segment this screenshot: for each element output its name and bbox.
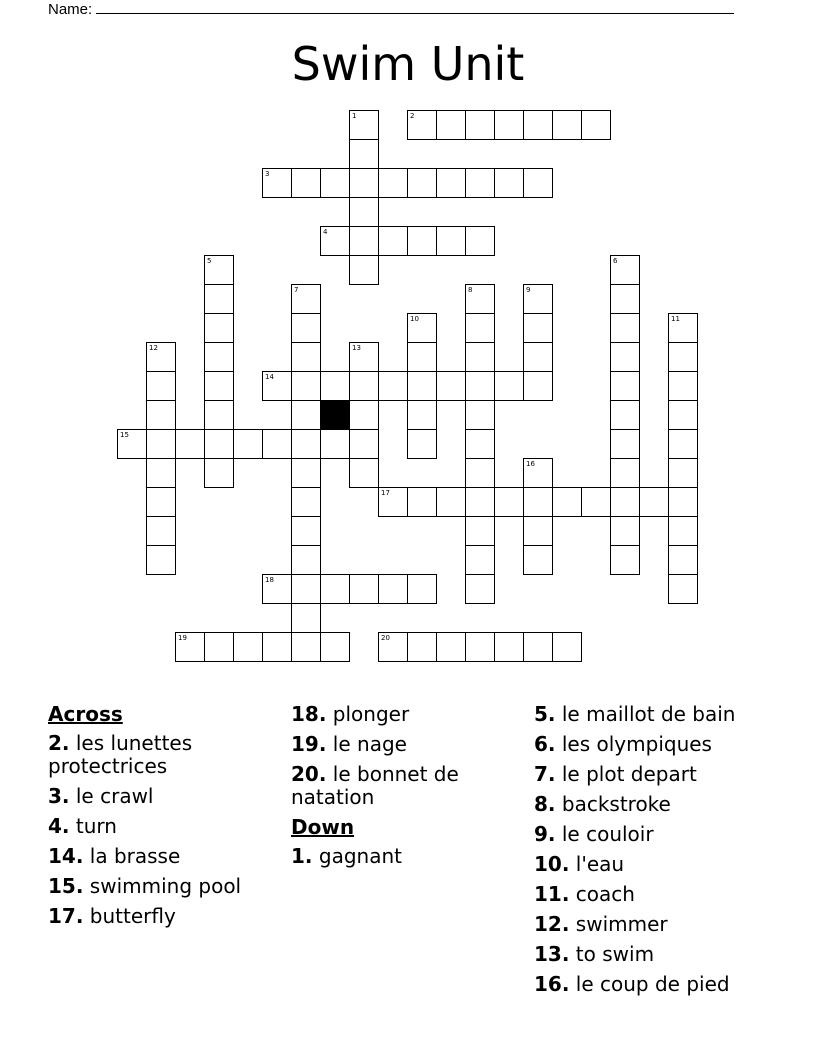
crossword-cell[interactable] bbox=[146, 400, 176, 430]
clue-num: 13. bbox=[534, 942, 570, 966]
clue-num: 6. bbox=[534, 732, 556, 756]
crossword-cell[interactable] bbox=[146, 458, 176, 488]
crossword-cell[interactable] bbox=[349, 168, 379, 198]
clue-item bbox=[48, 905, 283, 928]
crossword-cell[interactable] bbox=[320, 574, 350, 604]
crossword-cell[interactable] bbox=[378, 574, 408, 604]
crossword-cell[interactable] bbox=[465, 342, 495, 372]
crossword-cell[interactable] bbox=[262, 429, 292, 459]
clue-text: gagnant bbox=[318, 844, 402, 868]
crossword-cell[interactable] bbox=[204, 255, 234, 285]
clue-text: swimmer bbox=[575, 912, 668, 936]
crossword-cell[interactable] bbox=[465, 632, 495, 662]
crossword-cell[interactable] bbox=[378, 168, 408, 198]
clue-item bbox=[48, 845, 283, 868]
clue-item bbox=[48, 732, 283, 778]
name-label: Name: bbox=[48, 1, 93, 18]
crossword-cell[interactable] bbox=[465, 371, 495, 401]
crossword-cell[interactable] bbox=[610, 487, 640, 517]
clue-item bbox=[534, 793, 769, 816]
clue-number: 16 bbox=[526, 460, 535, 468]
clue-num: 4. bbox=[48, 814, 70, 838]
crossword-cell[interactable] bbox=[233, 632, 263, 662]
crossword-cell[interactable] bbox=[349, 255, 379, 285]
crossword-cell[interactable] bbox=[610, 342, 640, 372]
clue-number: 8 bbox=[468, 286, 473, 294]
crossword-cell[interactable] bbox=[204, 313, 234, 343]
crossword-cell[interactable] bbox=[291, 168, 321, 198]
crossword-cell[interactable] bbox=[668, 487, 698, 517]
crossword-cell[interactable] bbox=[117, 429, 147, 459]
crossword-cell[interactable] bbox=[581, 110, 611, 140]
crossword-cell[interactable] bbox=[320, 429, 350, 459]
clue-text: le coup de pied bbox=[575, 972, 730, 996]
crossword-cell[interactable] bbox=[291, 313, 321, 343]
clue-number: 1 bbox=[352, 112, 357, 120]
clue-text: butterfly bbox=[89, 904, 176, 928]
crossword-cell[interactable] bbox=[175, 632, 205, 662]
crossword-cell[interactable] bbox=[523, 342, 553, 372]
clue-column-3 bbox=[534, 703, 769, 1003]
crossword-cell[interactable] bbox=[291, 632, 321, 662]
crossword-cell[interactable] bbox=[523, 110, 553, 140]
crossword-cell[interactable] bbox=[639, 487, 669, 517]
clue-num: 5. bbox=[534, 702, 556, 726]
crossword-cell[interactable] bbox=[262, 168, 292, 198]
clue-item bbox=[48, 875, 283, 898]
clue-item bbox=[534, 943, 769, 966]
crossword-cell[interactable] bbox=[610, 545, 640, 575]
down-heading: Down bbox=[291, 815, 355, 839]
clue-number: 5 bbox=[207, 257, 212, 265]
crossword-cell[interactable] bbox=[494, 487, 524, 517]
clue-number: 15 bbox=[120, 431, 129, 439]
crossword-cell[interactable] bbox=[407, 487, 437, 517]
crossword-cell[interactable] bbox=[494, 110, 524, 140]
clue-text: les olympiques bbox=[561, 732, 712, 756]
crossword-cell[interactable] bbox=[465, 313, 495, 343]
crossword-cell[interactable] bbox=[465, 487, 495, 517]
crossword-cell[interactable] bbox=[291, 400, 321, 430]
crossword-cell[interactable] bbox=[668, 429, 698, 459]
clue-num: 1. bbox=[291, 844, 313, 868]
crossword-cell[interactable] bbox=[581, 487, 611, 517]
crossword-cell[interactable] bbox=[407, 313, 437, 343]
crossword-cell[interactable] bbox=[407, 110, 437, 140]
clue-num: 8. bbox=[534, 792, 556, 816]
crossword-cell[interactable] bbox=[320, 371, 350, 401]
clue-number: 10 bbox=[410, 315, 419, 323]
crossword-cell[interactable] bbox=[465, 110, 495, 140]
crossword-cell[interactable] bbox=[407, 168, 437, 198]
crossword-cell[interactable] bbox=[146, 429, 176, 459]
crossword-cell[interactable] bbox=[291, 574, 321, 604]
clue-num: 16. bbox=[534, 972, 570, 996]
crossword-cell[interactable] bbox=[146, 342, 176, 372]
crossword-cell[interactable] bbox=[523, 516, 553, 546]
clue-num: 18. bbox=[291, 702, 327, 726]
crossword-cell[interactable] bbox=[320, 632, 350, 662]
crossword-cell[interactable] bbox=[494, 371, 524, 401]
clue-num: 7. bbox=[534, 762, 556, 786]
crossword-cell[interactable] bbox=[668, 458, 698, 488]
crossword-cell[interactable] bbox=[204, 371, 234, 401]
clue-number: 12 bbox=[149, 344, 158, 352]
clue-text: la brasse bbox=[89, 844, 181, 868]
crossword-cell[interactable] bbox=[465, 284, 495, 314]
crossword-cell[interactable] bbox=[668, 574, 698, 604]
clue-text: le crawl bbox=[75, 784, 154, 808]
clue-column-1 bbox=[48, 703, 283, 935]
crossword-cell[interactable] bbox=[610, 458, 640, 488]
clue-number: 20 bbox=[381, 634, 390, 642]
clue-num: 3. bbox=[48, 784, 70, 808]
crossword-cell[interactable] bbox=[610, 516, 640, 546]
clue-item bbox=[291, 703, 526, 726]
clue-item bbox=[534, 823, 769, 846]
crossword-cell[interactable] bbox=[407, 400, 437, 430]
clue-item bbox=[291, 733, 526, 756]
crossword-cell[interactable] bbox=[436, 632, 466, 662]
crossword-cell[interactable] bbox=[349, 429, 379, 459]
crossword-cell[interactable] bbox=[668, 342, 698, 372]
crossword-cell[interactable] bbox=[349, 400, 379, 430]
clue-item bbox=[534, 973, 769, 996]
crossword-cell[interactable] bbox=[291, 371, 321, 401]
clue-num: 12. bbox=[534, 912, 570, 936]
clue-text: to swim bbox=[575, 942, 655, 966]
crossword-cell[interactable] bbox=[407, 429, 437, 459]
clue-item bbox=[291, 763, 526, 809]
crossword-cell[interactable] bbox=[465, 516, 495, 546]
crossword-cell[interactable] bbox=[610, 313, 640, 343]
crossword-cell[interactable] bbox=[407, 226, 437, 256]
name-underline bbox=[96, 0, 734, 14]
crossword-cell[interactable] bbox=[204, 632, 234, 662]
crossword-cell[interactable] bbox=[407, 632, 437, 662]
black-square bbox=[320, 400, 350, 430]
clue-item bbox=[534, 733, 769, 756]
crossword-cell[interactable] bbox=[204, 429, 234, 459]
clue-number: 18 bbox=[265, 576, 274, 584]
clue-item bbox=[534, 883, 769, 906]
clue-number: 11 bbox=[671, 315, 680, 323]
crossword-cell[interactable] bbox=[262, 574, 292, 604]
crossword-cell[interactable] bbox=[436, 487, 466, 517]
crossword-cell[interactable] bbox=[204, 400, 234, 430]
clue-number: 19 bbox=[178, 634, 187, 642]
crossword-cell[interactable] bbox=[204, 342, 234, 372]
clue-number: 3 bbox=[265, 170, 270, 178]
crossword-cell[interactable] bbox=[407, 574, 437, 604]
crossword-cell[interactable] bbox=[552, 487, 582, 517]
crossword-cell[interactable] bbox=[436, 110, 466, 140]
crossword-cell[interactable] bbox=[523, 487, 553, 517]
clue-text: le maillot de bain bbox=[561, 702, 736, 726]
crossword-cell[interactable] bbox=[668, 371, 698, 401]
crossword-cell[interactable] bbox=[465, 574, 495, 604]
clue-num: 11. bbox=[534, 882, 570, 906]
crossword-cell[interactable] bbox=[378, 371, 408, 401]
crossword-cell[interactable] bbox=[349, 342, 379, 372]
crossword-cell[interactable] bbox=[291, 342, 321, 372]
crossword-cell[interactable] bbox=[146, 545, 176, 575]
page-title: Swim Unit bbox=[291, 37, 525, 91]
clue-item bbox=[534, 853, 769, 876]
crossword-cell[interactable] bbox=[668, 400, 698, 430]
clue-number: 13 bbox=[352, 344, 361, 352]
crossword-cell[interactable] bbox=[523, 458, 553, 488]
clue-text: backstroke bbox=[561, 792, 671, 816]
crossword-cell[interactable] bbox=[436, 168, 466, 198]
crossword-cell[interactable] bbox=[233, 429, 263, 459]
crossword-cell[interactable] bbox=[175, 429, 205, 459]
clue-number: 4 bbox=[323, 228, 328, 236]
crossword-cell[interactable] bbox=[291, 429, 321, 459]
clue-item bbox=[48, 815, 283, 838]
name-field bbox=[48, 0, 734, 19]
clue-text: l'eau bbox=[575, 852, 625, 876]
clue-text: le plot depart bbox=[561, 762, 697, 786]
crossword-cell[interactable] bbox=[262, 632, 292, 662]
crossword-cell[interactable] bbox=[523, 284, 553, 314]
crossword-cell[interactable] bbox=[552, 632, 582, 662]
crossword-cell[interactable] bbox=[523, 632, 553, 662]
crossword-cell[interactable] bbox=[291, 516, 321, 546]
clue-num: 9. bbox=[534, 822, 556, 846]
crossword-cell[interactable] bbox=[291, 545, 321, 575]
crossword-cell[interactable] bbox=[610, 371, 640, 401]
crossword-cell[interactable] bbox=[610, 284, 640, 314]
crossword-cell[interactable] bbox=[610, 255, 640, 285]
crossword-cell[interactable] bbox=[204, 284, 234, 314]
clue-number: 2 bbox=[410, 112, 415, 120]
clue-num: 17. bbox=[48, 904, 84, 928]
clue-number: 6 bbox=[613, 257, 618, 265]
clue-number: 9 bbox=[526, 286, 531, 294]
clue-text: le couloir bbox=[561, 822, 654, 846]
crossword-cell[interactable] bbox=[494, 632, 524, 662]
clue-item bbox=[291, 845, 526, 868]
crossword-cell[interactable] bbox=[378, 487, 408, 517]
crossword-cell[interactable] bbox=[465, 168, 495, 198]
clue-item bbox=[534, 703, 769, 726]
crossword-cell[interactable] bbox=[523, 168, 553, 198]
crossword-cell[interactable] bbox=[465, 226, 495, 256]
crossword-cell[interactable] bbox=[320, 168, 350, 198]
clue-item bbox=[534, 913, 769, 936]
clue-num: 15. bbox=[48, 874, 84, 898]
crossword-cell[interactable] bbox=[552, 110, 582, 140]
crossword-cell[interactable] bbox=[349, 371, 379, 401]
clue-text: plonger bbox=[332, 702, 410, 726]
clue-text: coach bbox=[575, 882, 635, 906]
crossword-cell[interactable] bbox=[349, 226, 379, 256]
clue-number: 7 bbox=[294, 286, 299, 294]
crossword-cell[interactable] bbox=[668, 516, 698, 546]
crossword-cell[interactable] bbox=[378, 632, 408, 662]
across-heading: Across bbox=[48, 702, 123, 726]
crossword-cell[interactable] bbox=[349, 110, 379, 140]
clue-text: le bonnet de natation bbox=[291, 762, 459, 809]
clue-item bbox=[48, 785, 283, 808]
clue-number: 17 bbox=[381, 489, 390, 497]
clue-num: 14. bbox=[48, 844, 84, 868]
crossword-cell[interactable] bbox=[349, 458, 379, 488]
crossword-cell[interactable] bbox=[465, 458, 495, 488]
crossword-cell[interactable] bbox=[407, 342, 437, 372]
crossword-cell[interactable] bbox=[465, 429, 495, 459]
crossword-cell[interactable] bbox=[291, 284, 321, 314]
crossword-cell[interactable] bbox=[407, 371, 437, 401]
crossword-cell[interactable] bbox=[146, 371, 176, 401]
clue-text: turn bbox=[75, 814, 117, 838]
clue-item bbox=[534, 763, 769, 786]
crossword-cell[interactable] bbox=[291, 603, 321, 633]
crossword-cell[interactable] bbox=[291, 487, 321, 517]
crossword-cell[interactable] bbox=[465, 545, 495, 575]
clue-text: le nage bbox=[332, 732, 407, 756]
clue-text: swimming pool bbox=[89, 874, 242, 898]
crossword-cell[interactable] bbox=[349, 197, 379, 227]
crossword-cell[interactable] bbox=[291, 458, 321, 488]
crossword-cell[interactable] bbox=[465, 400, 495, 430]
crossword-cell[interactable] bbox=[320, 226, 350, 256]
crossword-cell[interactable] bbox=[378, 226, 408, 256]
crossword-cell[interactable] bbox=[523, 545, 553, 575]
crossword-cell[interactable] bbox=[668, 545, 698, 575]
clue-text: les lunettes protectrices bbox=[48, 731, 193, 778]
crossword-cell[interactable] bbox=[494, 168, 524, 198]
crossword-cell[interactable] bbox=[610, 400, 640, 430]
clue-num: 2. bbox=[48, 731, 70, 755]
crossword-cell[interactable] bbox=[146, 487, 176, 517]
crossword-cell[interactable] bbox=[349, 574, 379, 604]
crossword-cell[interactable] bbox=[523, 313, 553, 343]
crossword-cell[interactable] bbox=[262, 371, 292, 401]
crossword-cell[interactable] bbox=[523, 371, 553, 401]
crossword-cell[interactable] bbox=[146, 516, 176, 546]
crossword-cell[interactable] bbox=[436, 226, 466, 256]
crossword-cell[interactable] bbox=[349, 139, 379, 169]
clue-num: 19. bbox=[291, 732, 327, 756]
clue-number: 14 bbox=[265, 373, 274, 381]
clue-num: 20. bbox=[291, 762, 327, 786]
clue-column-2 bbox=[291, 703, 526, 875]
crossword-cell[interactable] bbox=[668, 313, 698, 343]
clue-num: 10. bbox=[534, 852, 570, 876]
crossword-cell[interactable] bbox=[436, 371, 466, 401]
crossword-cell[interactable] bbox=[610, 429, 640, 459]
crossword-cell[interactable] bbox=[204, 458, 234, 488]
